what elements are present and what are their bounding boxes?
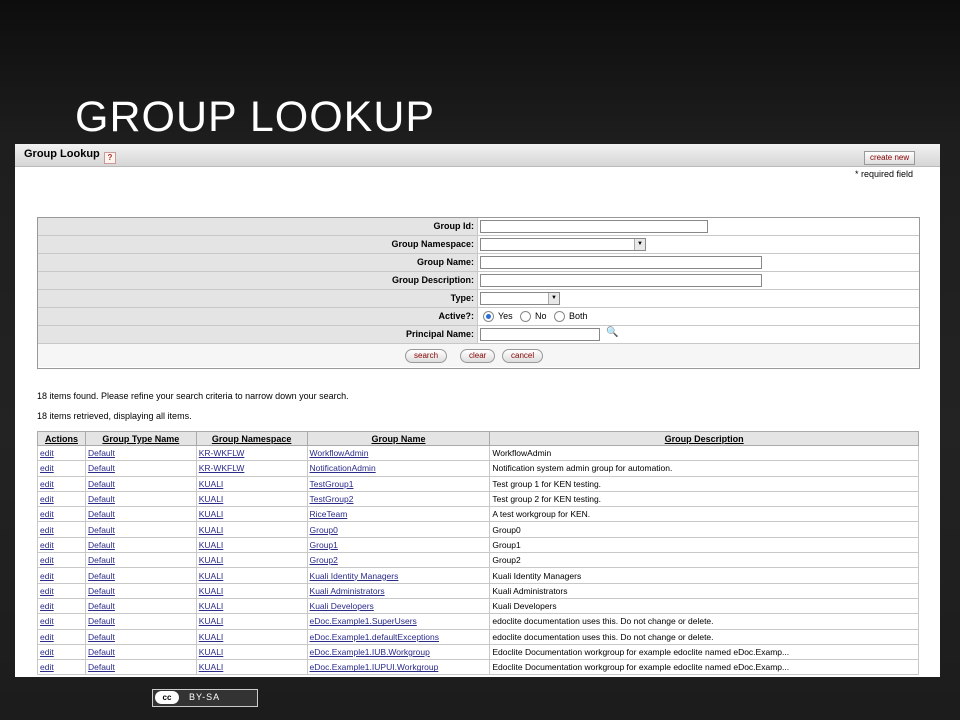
results-header-row xyxy=(38,432,919,446)
group-name-link[interactable]: eDoc.Example1.defaultExceptions xyxy=(307,629,490,644)
principal-input[interactable] xyxy=(480,328,600,341)
principal-row xyxy=(38,326,919,344)
edit-link[interactable]: edit xyxy=(38,461,86,476)
group-description: A test workgroup for KEN. xyxy=(490,507,919,522)
col-header-group-namespace[interactable]: Group Namespace xyxy=(196,432,307,446)
table-row xyxy=(38,644,919,659)
description-label: Group Description: xyxy=(38,272,478,289)
type-row xyxy=(38,290,919,308)
table-row xyxy=(38,476,919,491)
group-type-link[interactable]: Default xyxy=(85,522,196,537)
group-description: Kuali Identity Managers xyxy=(490,568,919,583)
namespace-link[interactable]: KR-WKFLW xyxy=(196,446,307,461)
clear-button[interactable]: clear xyxy=(460,349,495,363)
namespace-link[interactable]: KUALI xyxy=(196,660,307,675)
active-yes-label: Yes xyxy=(498,311,513,321)
active-no-radio[interactable] xyxy=(520,311,531,322)
search-buttons xyxy=(38,344,919,367)
active-row xyxy=(38,308,919,326)
table-row xyxy=(38,507,919,522)
principal-label: Principal Name: xyxy=(38,326,478,343)
help-icon[interactable]: ? xyxy=(104,152,116,164)
namespace-link[interactable]: KUALI xyxy=(196,598,307,613)
edit-link[interactable]: edit xyxy=(38,614,86,629)
namespace-row xyxy=(38,236,919,254)
results-retrieved-message: 18 items retrieved, displaying all items. xyxy=(37,411,192,421)
active-label: Active?: xyxy=(38,308,478,325)
table-row xyxy=(38,568,919,583)
namespace-link[interactable]: KUALI xyxy=(196,644,307,659)
group-type-link[interactable]: Default xyxy=(85,553,196,568)
namespace-select[interactable] xyxy=(480,238,646,251)
group-name-link[interactable]: Group0 xyxy=(307,522,490,537)
group-description: Group1 xyxy=(490,537,919,552)
namespace-link[interactable]: KUALI xyxy=(196,614,307,629)
group-name-link[interactable]: RiceTeam xyxy=(307,507,490,522)
edit-link[interactable]: edit xyxy=(38,446,86,461)
table-row xyxy=(38,583,919,598)
namespace-link[interactable]: KUALI xyxy=(196,522,307,537)
group-type-link[interactable]: Default xyxy=(85,598,196,613)
description-row xyxy=(38,272,919,290)
group-description: Notification system admin group for automation. xyxy=(490,461,919,476)
namespace-link[interactable]: KUALI xyxy=(196,507,307,522)
group-name-label: Group Name: xyxy=(38,254,478,271)
group-type-link[interactable]: Default xyxy=(85,614,196,629)
group-name-link[interactable]: eDoc.Example1.IUPUI.Workgroup xyxy=(307,660,490,675)
results-found-message: 18 items found. Please refine your search criteria to narrow down your search. xyxy=(37,391,349,401)
table-row xyxy=(38,446,919,461)
table-row xyxy=(38,598,919,613)
edit-link[interactable]: edit xyxy=(38,507,86,522)
namespace-link[interactable]: KUALI xyxy=(196,537,307,552)
group-name-link[interactable]: WorkflowAdmin xyxy=(307,446,490,461)
group-description: Group0 xyxy=(490,522,919,537)
namespace-link[interactable]: KUALI xyxy=(196,583,307,598)
group-description: Kuali Administrators xyxy=(490,583,919,598)
page-title: Group Lookup xyxy=(24,148,100,160)
edit-link[interactable]: edit xyxy=(38,598,86,613)
cc-license-badge xyxy=(152,689,258,707)
group-name-link[interactable]: Kuali Identity Managers xyxy=(307,568,490,583)
group-description: Test group 2 for KEN testing. xyxy=(490,491,919,506)
table-row xyxy=(38,629,919,644)
group-id-label: Group Id: xyxy=(38,218,478,235)
group-type-link[interactable]: Default xyxy=(85,660,196,675)
required-field-note: * required field xyxy=(855,169,914,179)
group-name-link[interactable]: TestGroup2 xyxy=(307,491,490,506)
group-name-link[interactable]: Kuali Developers xyxy=(307,598,490,613)
namespace-link[interactable]: KUALI xyxy=(196,476,307,491)
group-name-link[interactable]: Group2 xyxy=(307,553,490,568)
namespace-link[interactable]: KUALI xyxy=(196,491,307,506)
search-button[interactable]: search xyxy=(405,349,447,363)
edit-link[interactable]: edit xyxy=(38,553,86,568)
group-type-link[interactable]: Default xyxy=(85,507,196,522)
group-name-link[interactable]: eDoc.Example1.SuperUsers xyxy=(307,614,490,629)
group-name-input[interactable] xyxy=(480,256,762,269)
group-name-link[interactable]: Group1 xyxy=(307,537,490,552)
group-name-link[interactable]: eDoc.Example1.IUB.Workgroup xyxy=(307,644,490,659)
col-header-group-name[interactable]: Group Name xyxy=(307,432,490,446)
active-both-radio[interactable] xyxy=(554,311,565,322)
table-row xyxy=(38,491,919,506)
active-yes-radio[interactable] xyxy=(483,311,494,322)
group-name-link[interactable]: NotificationAdmin xyxy=(307,461,490,476)
group-type-link[interactable]: Default xyxy=(85,629,196,644)
group-type-link[interactable]: Default xyxy=(85,446,196,461)
group-id-row xyxy=(38,218,919,236)
namespace-link[interactable]: KUALI xyxy=(196,568,307,583)
group-type-link[interactable]: Default xyxy=(85,476,196,491)
lookup-screenshot xyxy=(15,144,940,677)
slide-title: GROUP LOOKUP xyxy=(75,93,436,141)
col-header-group-type-name[interactable]: Group Type Name xyxy=(85,432,196,446)
table-row xyxy=(38,553,919,568)
group-type-link[interactable]: Default xyxy=(85,568,196,583)
namespace-link[interactable]: KUALI xyxy=(196,629,307,644)
edit-link[interactable]: edit xyxy=(38,629,86,644)
table-row xyxy=(38,537,919,552)
results-table xyxy=(37,431,919,675)
group-description: Kuali Developers xyxy=(490,598,919,613)
group-description: Edoclite Documentation workgroup for example edoclite named eDoc.Examp... xyxy=(490,660,919,675)
active-no-label: No xyxy=(535,311,547,321)
edit-link[interactable]: edit xyxy=(38,491,86,506)
edit-link[interactable]: edit xyxy=(38,644,86,659)
group-description: WorkflowAdmin xyxy=(490,446,919,461)
edit-link[interactable]: edit xyxy=(38,476,86,491)
table-row xyxy=(38,461,919,476)
group-type-link[interactable]: Default xyxy=(85,583,196,598)
type-select[interactable] xyxy=(480,292,560,305)
edit-link[interactable]: edit xyxy=(38,660,86,675)
table-row xyxy=(38,522,919,537)
edit-link[interactable]: edit xyxy=(38,522,86,537)
cc-logo-icon: cc xyxy=(155,691,179,704)
namespace-label: Group Namespace: xyxy=(38,236,478,253)
group-type-link[interactable]: Default xyxy=(85,461,196,476)
col-header-actions: Actions xyxy=(38,432,86,446)
table-row xyxy=(38,614,919,629)
group-type-link[interactable]: Default xyxy=(85,491,196,506)
group-name-link[interactable]: TestGroup1 xyxy=(307,476,490,491)
group-description: edoclite documentation uses this. Do not change or delete. xyxy=(490,629,919,644)
group-description: Edoclite Documentation workgroup for example edoclite named eDoc.Examp... xyxy=(490,644,919,659)
group-description: Test group 1 for KEN testing. xyxy=(490,476,919,491)
edit-link[interactable]: edit xyxy=(38,568,86,583)
namespace-link[interactable]: KR-WKFLW xyxy=(196,461,307,476)
group-description: Group2 xyxy=(490,553,919,568)
group-type-link[interactable]: Default xyxy=(85,644,196,659)
edit-link[interactable]: edit xyxy=(38,537,86,552)
group-description: edoclite documentation uses this. Do not change or delete. xyxy=(490,614,919,629)
chevron-down-icon: ▼ xyxy=(548,293,559,304)
group-type-link[interactable]: Default xyxy=(85,537,196,552)
cancel-button[interactable]: cancel xyxy=(502,349,543,363)
namespace-link[interactable]: KUALI xyxy=(196,553,307,568)
type-label: Type: xyxy=(38,290,478,307)
col-header-group-description[interactable]: Group Description xyxy=(490,432,919,446)
group-name-row xyxy=(38,254,919,272)
search-criteria-panel xyxy=(37,217,920,369)
table-row xyxy=(38,660,919,675)
group-name-link[interactable]: Kuali Administrators xyxy=(307,583,490,598)
magnifier-icon[interactable]: 🔍 xyxy=(606,327,619,338)
license-text: BY-SA xyxy=(189,692,221,702)
group-id-input[interactable] xyxy=(480,220,708,233)
lookup-header xyxy=(15,144,940,167)
edit-link[interactable]: edit xyxy=(38,583,86,598)
active-both-label: Both xyxy=(569,311,588,321)
create-new-button[interactable]: create new xyxy=(864,151,915,165)
description-input[interactable] xyxy=(480,274,762,287)
chevron-down-icon: ▼ xyxy=(634,239,645,250)
